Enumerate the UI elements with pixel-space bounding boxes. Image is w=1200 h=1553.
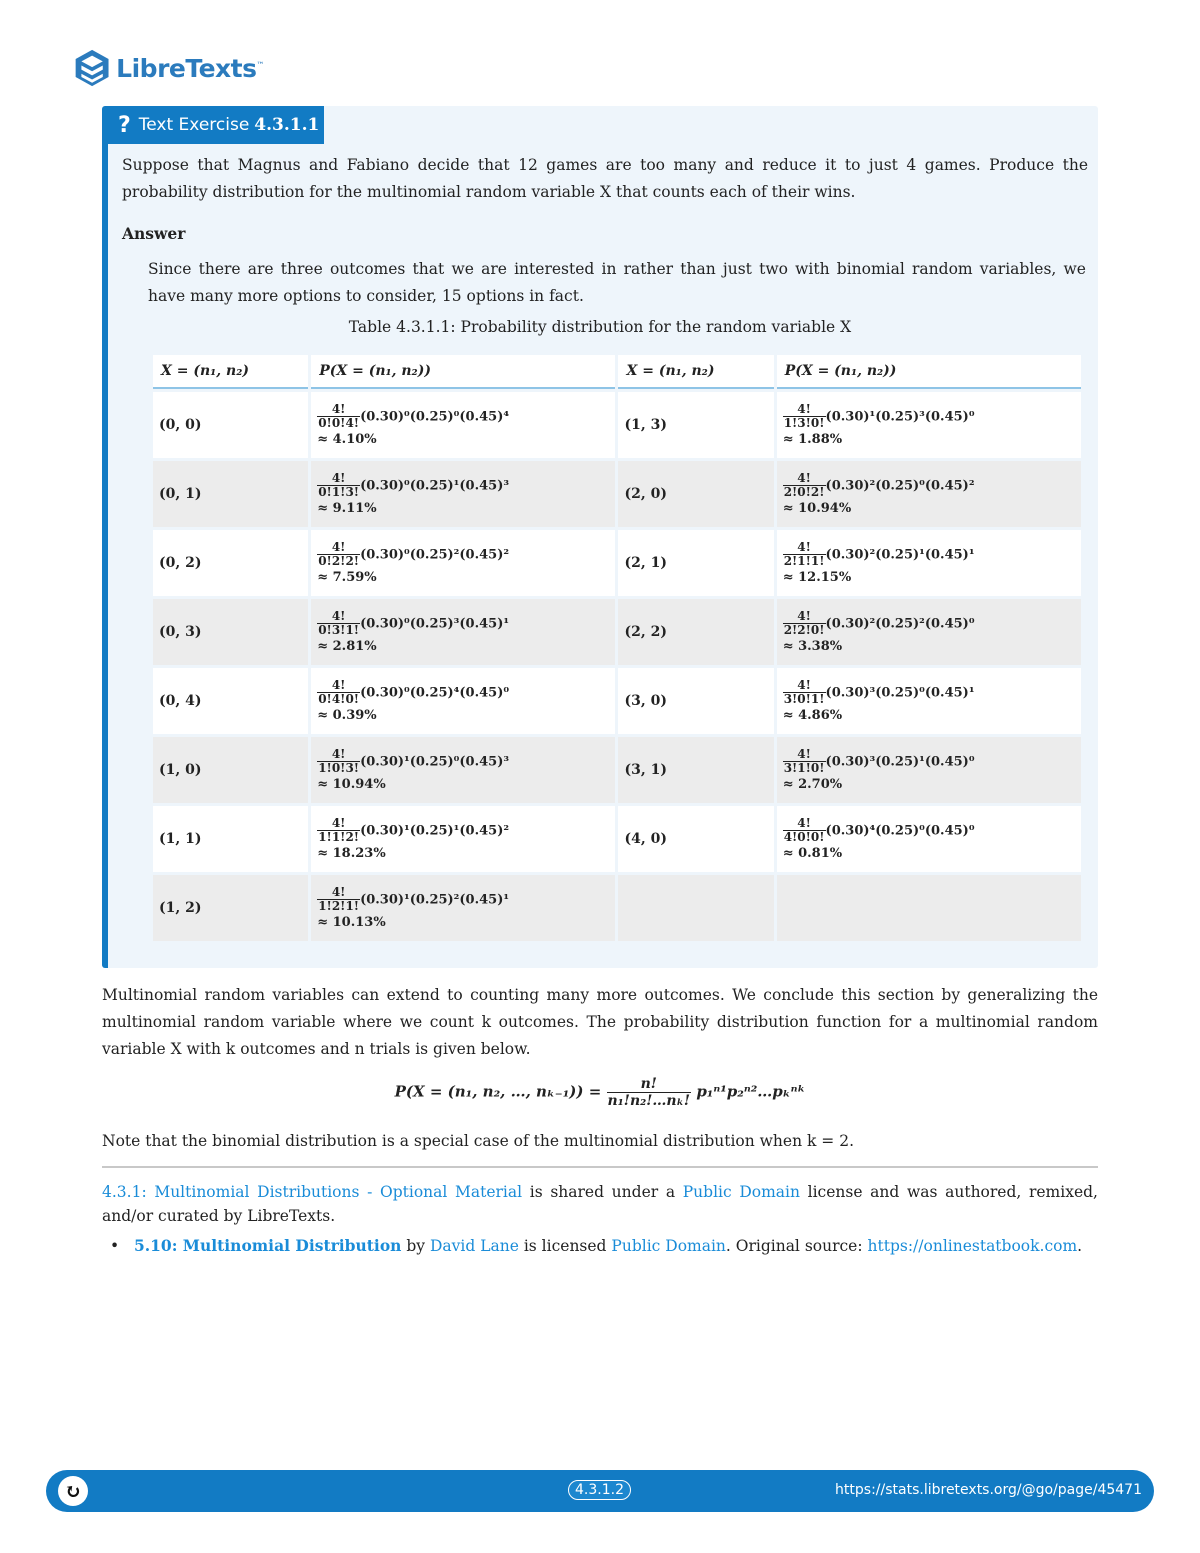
outcome-cell: (1, 0) — [153, 737, 308, 803]
outcome-cell: (0, 3) — [153, 599, 308, 665]
probability-cell — [311, 530, 615, 596]
outcome-cell: (1, 3) — [618, 392, 773, 458]
attribution-text: is shared under a — [522, 1183, 683, 1201]
fraction-numerator: 4! — [783, 748, 826, 762]
fraction-denominator: 3!0!1! — [783, 692, 825, 706]
outcome-cell: (1, 2) — [153, 875, 308, 941]
outcome-cell: (2, 0) — [618, 461, 773, 527]
bullet-dot: • — [110, 1237, 134, 1255]
probability-approx: ≈ 12.15% — [782, 570, 852, 585]
fraction-denominator: 0!2!2! — [318, 554, 360, 568]
outcome-cell: (4, 0) — [618, 806, 773, 872]
probability-approx: ≈ 7.59% — [317, 570, 377, 585]
probability-approx: ≈ 1.88% — [782, 432, 843, 447]
probability-approx: ≈ 4.10% — [317, 432, 377, 447]
table-row — [153, 530, 1081, 596]
page-number: 4.3.1.2 — [568, 1480, 631, 1500]
column-header: X = (n₁, n₂) — [153, 355, 308, 389]
fraction-numerator: 4! — [783, 817, 826, 831]
divider — [102, 1166, 1098, 1168]
probability-expression: (0.30)¹(0.25)³(0.45)⁰ — [825, 409, 975, 425]
fraction-denominator: 1!2!1! — [318, 899, 360, 913]
fraction-denominator: 0!3!1! — [318, 623, 360, 637]
probability-table — [150, 352, 1084, 944]
column-header: P(X = (n₁, n₂)) — [777, 355, 1081, 389]
probability-approx: ≈ 3.38% — [782, 639, 843, 654]
probability-approx: ≈ 0.81% — [782, 846, 843, 861]
table-row — [153, 392, 1081, 458]
licensed-text: is licensed — [518, 1237, 612, 1255]
formula-denominator: n₁!n₂!…nₖ! — [607, 1093, 691, 1109]
source-license-link[interactable]: Public Domain — [611, 1237, 726, 1255]
probability-expression: (0.30)¹(0.25)¹(0.45)² — [360, 823, 510, 839]
formula-numerator: n! — [607, 1076, 692, 1093]
end-punct: . — [1077, 1237, 1083, 1255]
fraction-numerator: 4! — [783, 472, 826, 486]
fraction — [783, 679, 826, 706]
outcome-cell: (3, 0) — [618, 668, 773, 734]
probability-cell — [777, 806, 1081, 872]
exercise-number: 4.3.1.1 — [254, 115, 320, 135]
answer-text: Since there are three outcomes that we are interested in rather than just two with binomial random variables, we have many more options to consider, 15 options in fact. — [148, 260, 1086, 305]
outcome-cell: (0, 4) — [153, 668, 308, 734]
table-caption: Table 4.3.1.1: Probability distribution for the random variable X — [348, 318, 852, 336]
probability-approx: ≈ 9.11% — [317, 501, 377, 516]
probability-approx: ≈ 2.70% — [782, 777, 843, 792]
fraction — [317, 472, 360, 499]
fraction-denominator: 4!0!0! — [783, 830, 825, 844]
outcome-cell: (2, 2) — [618, 599, 773, 665]
fraction-numerator: 4! — [783, 679, 826, 693]
probability-expression: (0.30)⁰(0.25)⁴(0.45)⁰ — [360, 685, 510, 701]
fraction-denominator: 2!2!0! — [783, 623, 825, 637]
fraction-denominator: 0!1!3! — [318, 485, 360, 499]
table-row — [153, 806, 1081, 872]
attribution-text: license and was authored, remixed, and/or curated by LibreTexts. — [102, 1183, 1098, 1225]
probability-expression: (0.30)⁰(0.25)⁰(0.45)⁴ — [360, 409, 510, 425]
source-label: . Original source: — [725, 1237, 868, 1255]
libretexts-logo[interactable] — [74, 40, 264, 96]
table-row — [153, 599, 1081, 665]
probability-cell — [311, 875, 615, 941]
probability-expression: (0.30)⁰(0.25)³(0.45)¹ — [360, 616, 510, 632]
fraction — [783, 748, 826, 775]
column-header: X = (n₁, n₂) — [618, 355, 773, 389]
section-link[interactable]: 4.3.1: Multinomial Distributions - Optional Material — [102, 1183, 523, 1201]
source-link[interactable]: 5.10: Multinomial Distribution — [133, 1236, 402, 1255]
fraction-denominator: 3!1!0! — [783, 761, 825, 775]
formula-fraction — [607, 1076, 692, 1109]
outcome-cell: (3, 1) — [618, 737, 773, 803]
fraction-denominator: 0!0!4! — [318, 416, 360, 430]
fraction — [783, 403, 826, 430]
outcome-cell: (1, 1) — [153, 806, 308, 872]
fraction-numerator: 4! — [317, 679, 360, 693]
fraction-denominator: 1!3!0! — [783, 416, 825, 430]
probability-approx: ≈ 0.39% — [317, 708, 377, 723]
outcome-cell: (0, 0) — [153, 392, 308, 458]
table-row — [153, 461, 1081, 527]
formula-lhs: P(X = (n₁, n₂, …, nₖ₋₁)) = — [394, 1082, 602, 1101]
fraction-numerator: 4! — [783, 610, 826, 624]
fraction-numerator: 4! — [317, 541, 360, 555]
probability-approx: ≈ 10.13% — [317, 915, 386, 930]
fraction-numerator: 4! — [317, 886, 360, 900]
probability-expression: (0.30)³(0.25)¹(0.45)⁰ — [825, 754, 975, 770]
probability-approx: ≈ 10.94% — [782, 501, 852, 516]
fraction-numerator: 4! — [783, 541, 826, 555]
outcome-cell: (0, 2) — [153, 530, 308, 596]
exercise-header — [108, 106, 324, 144]
fraction-denominator: 1!1!2! — [318, 830, 360, 844]
author-link[interactable]: David Lane — [429, 1237, 519, 1255]
outcome-cell — [618, 875, 773, 941]
fraction — [317, 610, 360, 637]
page-url[interactable]: https://stats.libretexts.org/@go/page/45471 — [835, 1482, 1142, 1498]
answer-heading[interactable]: Answer — [122, 224, 186, 243]
probability-expression: (0.30)²(0.25)¹(0.45)¹ — [825, 547, 975, 563]
fraction-denominator: 1!0!3! — [318, 761, 360, 775]
table-row — [153, 737, 1081, 803]
fraction — [317, 748, 360, 775]
probability-cell — [311, 392, 615, 458]
refresh-cc-icon[interactable]: ↻ — [58, 1476, 88, 1506]
logo-text: LibreTexts™ — [116, 53, 264, 83]
fraction — [317, 886, 360, 913]
by-text: by — [401, 1237, 430, 1255]
probability-cell — [777, 875, 1081, 941]
exercise-box — [102, 106, 1098, 968]
outcome-cell: (2, 1) — [618, 530, 773, 596]
license-link[interactable]: Public Domain — [682, 1183, 800, 1201]
page-footer — [46, 1470, 1154, 1512]
source-list-item — [110, 1236, 1082, 1255]
probability-expression: (0.30)⁰(0.25)²(0.45)² — [360, 547, 510, 563]
fraction — [783, 817, 826, 844]
fraction — [783, 472, 826, 499]
formula-rhs: p₁ⁿ¹p₂ⁿ²…pₖⁿᵏ — [696, 1082, 806, 1101]
probability-cell — [777, 668, 1081, 734]
note-text: Note that the binomial distribution is a special case of the multinomial distribution when k = 2. — [102, 1132, 855, 1150]
fraction — [317, 817, 360, 844]
exercise-prompt: Suppose that Magnus and Fabiano decide that 12 games are too many and reduce it to just 4 games. Produce the probability distribution for the multinomial random variable X that counts each of their wins. — [122, 156, 1088, 201]
fraction — [317, 403, 360, 430]
fraction-denominator: 0!4!0! — [318, 692, 360, 706]
probability-expression: (0.30)¹(0.25)⁰(0.45)³ — [360, 754, 510, 770]
probability-approx: ≈ 2.81% — [317, 639, 377, 654]
table-row — [153, 875, 1081, 941]
probability-expression: (0.30)²(0.25)⁰(0.45)² — [825, 478, 975, 494]
probability-expression: (0.30)²(0.25)²(0.45)⁰ — [825, 616, 975, 632]
body-paragraph: Multinomial random variables can extend to counting many more outcomes. We conclude this section by generalizing the multinomial random variable where we count k outcomes. The probability distribution function for a multinomial random variable X with k outcomes and n trials is given below. — [102, 986, 1098, 1058]
probability-expression: (0.30)⁴(0.25)⁰(0.45)⁰ — [825, 823, 975, 839]
fraction — [317, 541, 360, 568]
fraction — [783, 610, 826, 637]
probability-cell — [311, 737, 615, 803]
probability-cell — [311, 668, 615, 734]
fraction-numerator: 4! — [317, 748, 360, 762]
probability-cell — [777, 461, 1081, 527]
probability-expression: (0.30)¹(0.25)²(0.45)¹ — [360, 892, 510, 908]
fraction-numerator: 4! — [317, 817, 360, 831]
probability-cell — [777, 530, 1081, 596]
fraction-numerator: 4! — [317, 403, 360, 417]
libretexts-cube-icon — [74, 44, 110, 92]
fraction-denominator: 2!1!1! — [783, 554, 825, 568]
fraction-denominator: 2!0!2! — [783, 485, 825, 499]
fraction — [317, 679, 360, 706]
probability-approx: ≈ 4.86% — [782, 708, 843, 723]
outcome-cell: (0, 1) — [153, 461, 308, 527]
probability-cell — [311, 806, 615, 872]
fraction — [783, 541, 826, 568]
probability-cell — [777, 599, 1081, 665]
probability-expression: (0.30)⁰(0.25)¹(0.45)³ — [360, 478, 510, 494]
question-mark-icon: ? — [118, 112, 131, 138]
fraction-numerator: 4! — [317, 472, 360, 486]
probability-cell — [311, 461, 615, 527]
table-row — [153, 668, 1081, 734]
probability-cell — [777, 392, 1081, 458]
exercise-label: Text Exercise — [138, 115, 250, 135]
table-header-row — [153, 355, 1081, 389]
probability-cell — [311, 599, 615, 665]
source-url-link[interactable]: https://onlinestatbook.com — [867, 1237, 1078, 1255]
column-header: P(X = (n₁, n₂)) — [311, 355, 615, 389]
fraction-numerator: 4! — [317, 610, 360, 624]
multinomial-formula — [0, 1076, 1200, 1109]
probability-approx: ≈ 18.23% — [317, 846, 386, 861]
attribution — [102, 1180, 1098, 1228]
fraction-numerator: 4! — [783, 403, 826, 417]
probability-expression: (0.30)³(0.25)⁰(0.45)¹ — [825, 685, 975, 701]
probability-cell — [777, 737, 1081, 803]
probability-approx: ≈ 10.94% — [317, 777, 386, 792]
